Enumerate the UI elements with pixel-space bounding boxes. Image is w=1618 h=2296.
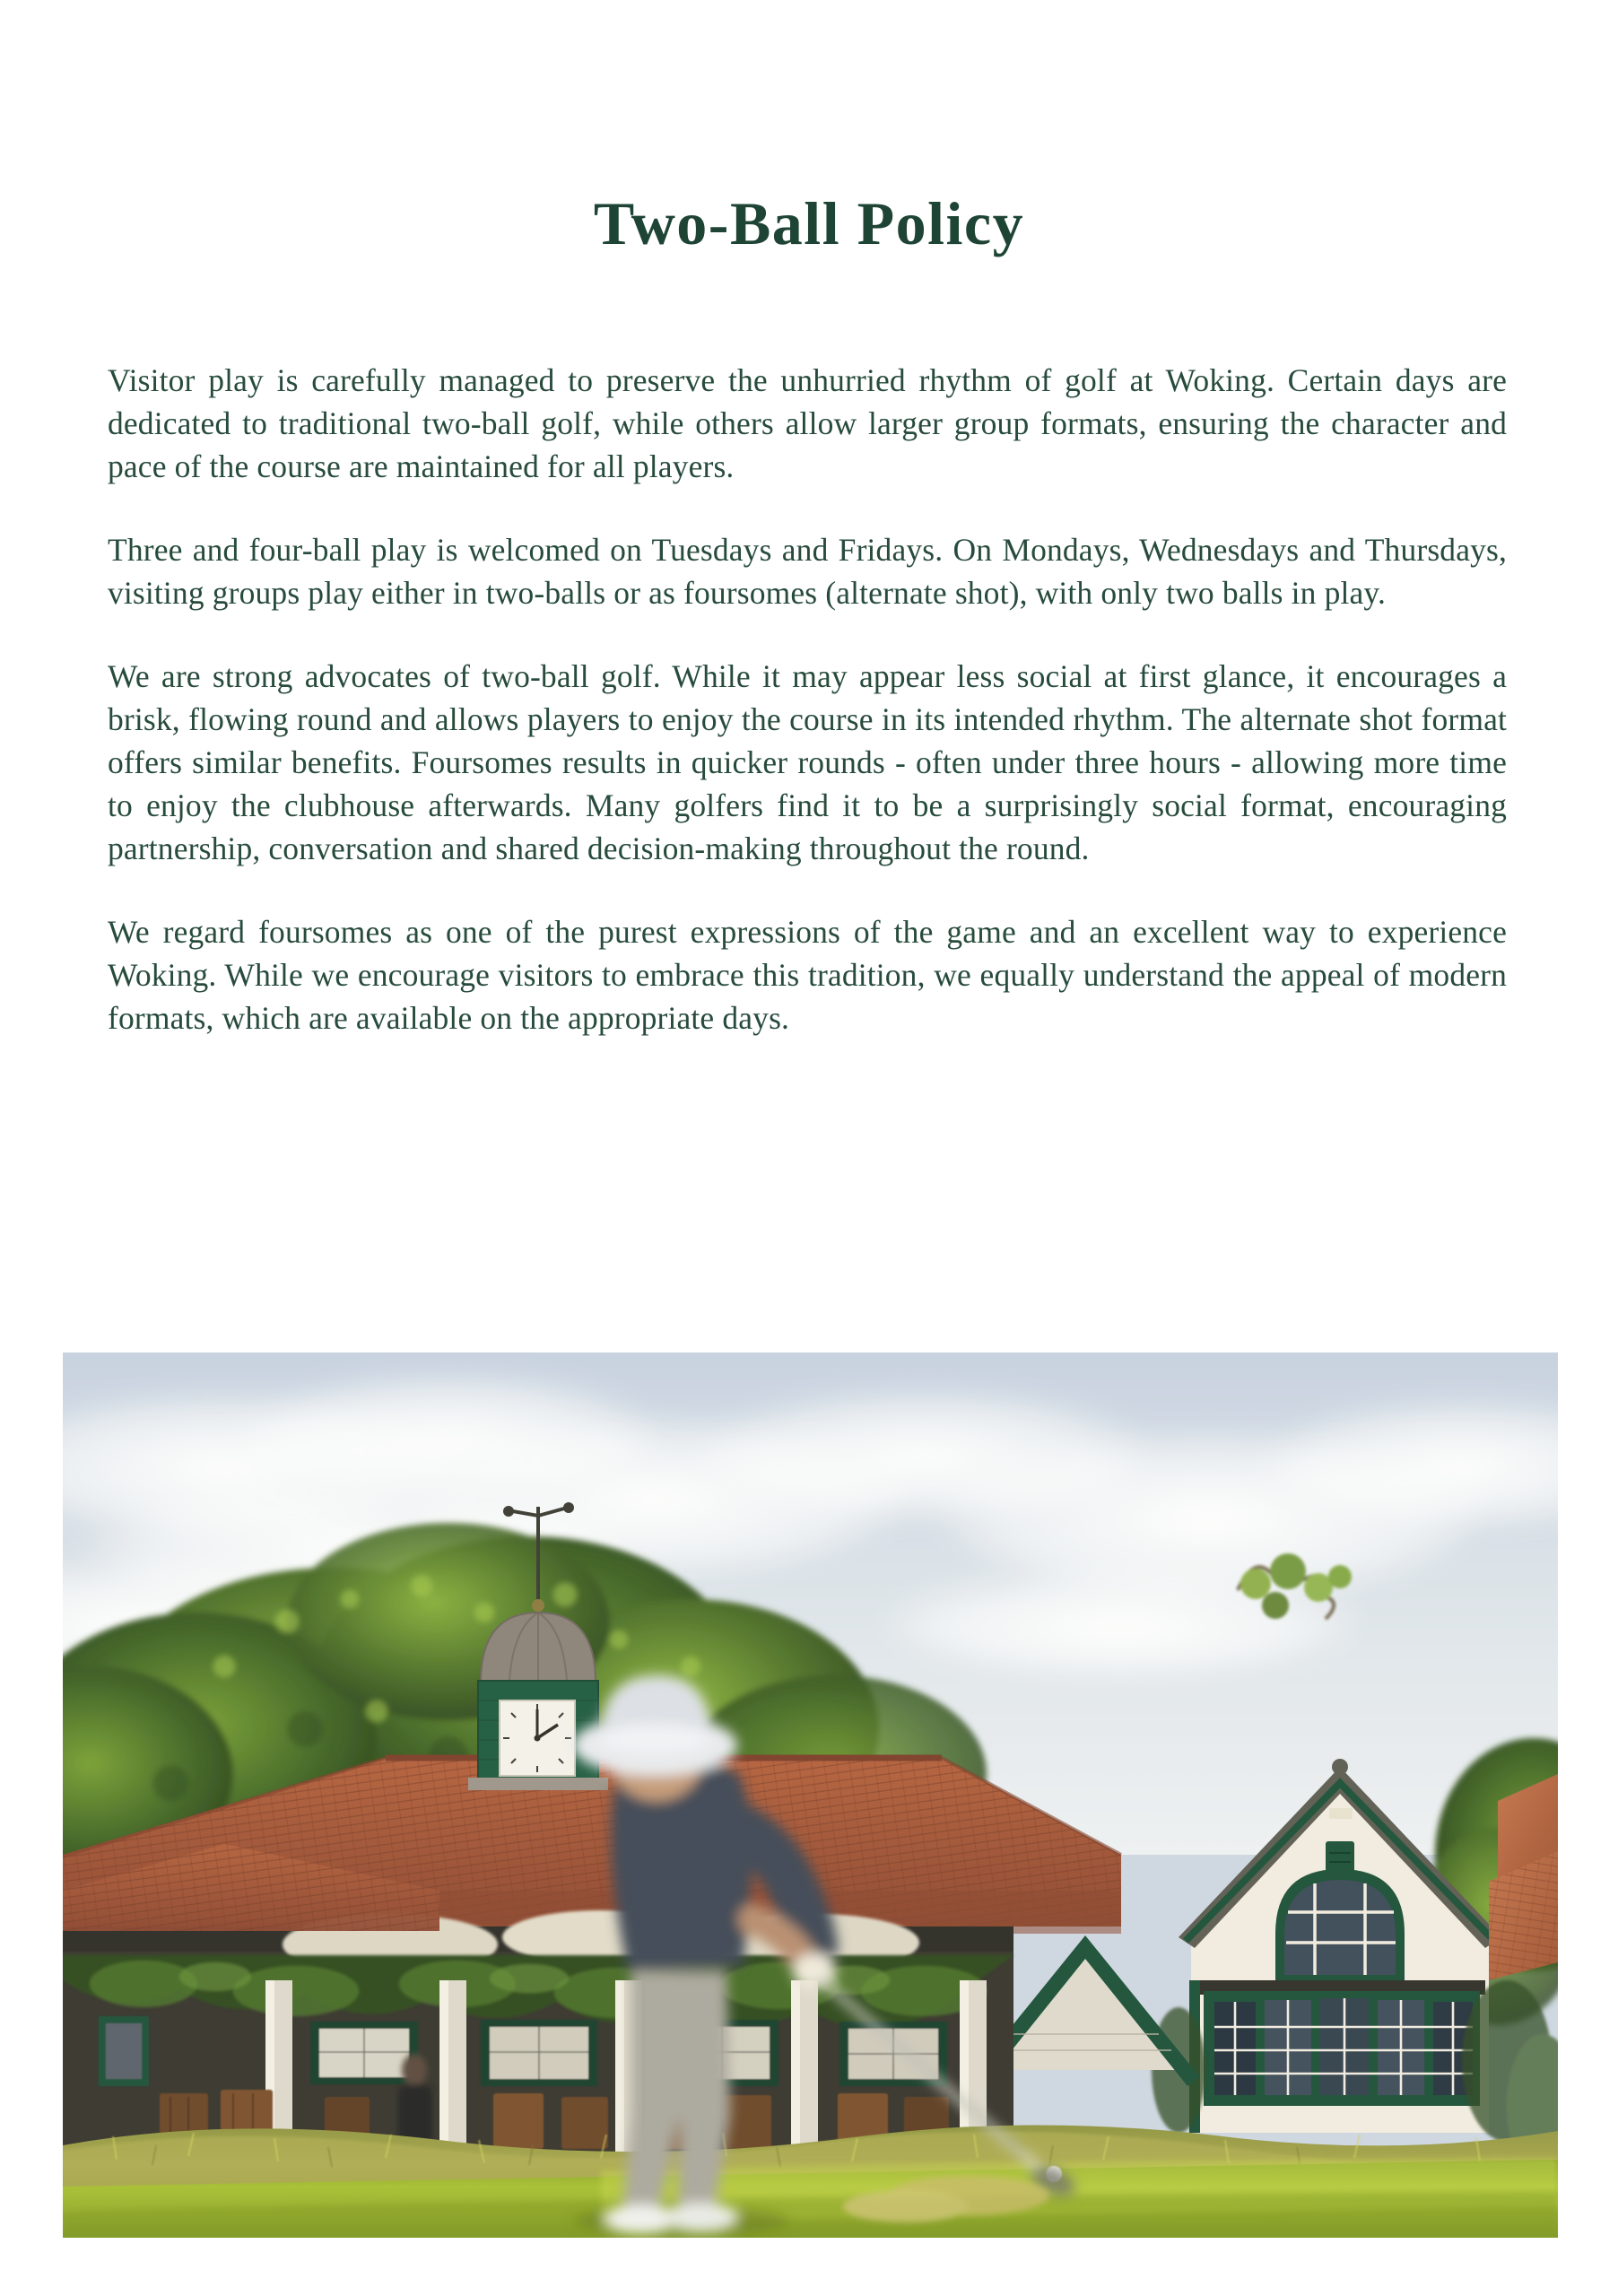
paragraph-3: We are strong advocates of two-ball golf. While it may appear less social at first glance, it encourages a brisk, flowing round and allows players to enjoy the course in its intended rhythm. The alternate shot format offers similar benefits. Foursomes results in quicker rounds - often under three hours - allowing more time to enjoy the clubhouse afterwards. Many golfers find it to be a surprisingly social format, encouraging partnership, conversation and shared decision-making throughout the round. xyxy=(108,658,1507,866)
clubhouse-photograph xyxy=(63,1352,1558,2238)
photo-illustration xyxy=(63,1352,1558,2238)
paragraph-1: Visitor play is carefully managed to preserve the unhurried rhythm of golf at Woking. Certain days are dedicated to traditional two-ball golf, while others allow larger group formats, ensuring the character and pace of the course are maintained for all players. xyxy=(108,362,1507,484)
page-title: Two-Ball Policy xyxy=(593,188,1025,257)
body-content xyxy=(108,359,1507,1039)
paragraph-4: We regard foursomes as one of the purest expressions of the game and an excellent way to experience Woking. While we encourage visitors to embrace this tradition, we equally understand the appeal of modern formats, which are available on the appropriate days. xyxy=(108,914,1507,1036)
paragraph-2: Three and four-ball play is welcomed on Tuesdays and Fridays. On Mondays, Wednesdays and Thursdays, visiting groups play either in two-balls or as foursomes (alternate shot), with only two balls in play. xyxy=(108,532,1507,611)
